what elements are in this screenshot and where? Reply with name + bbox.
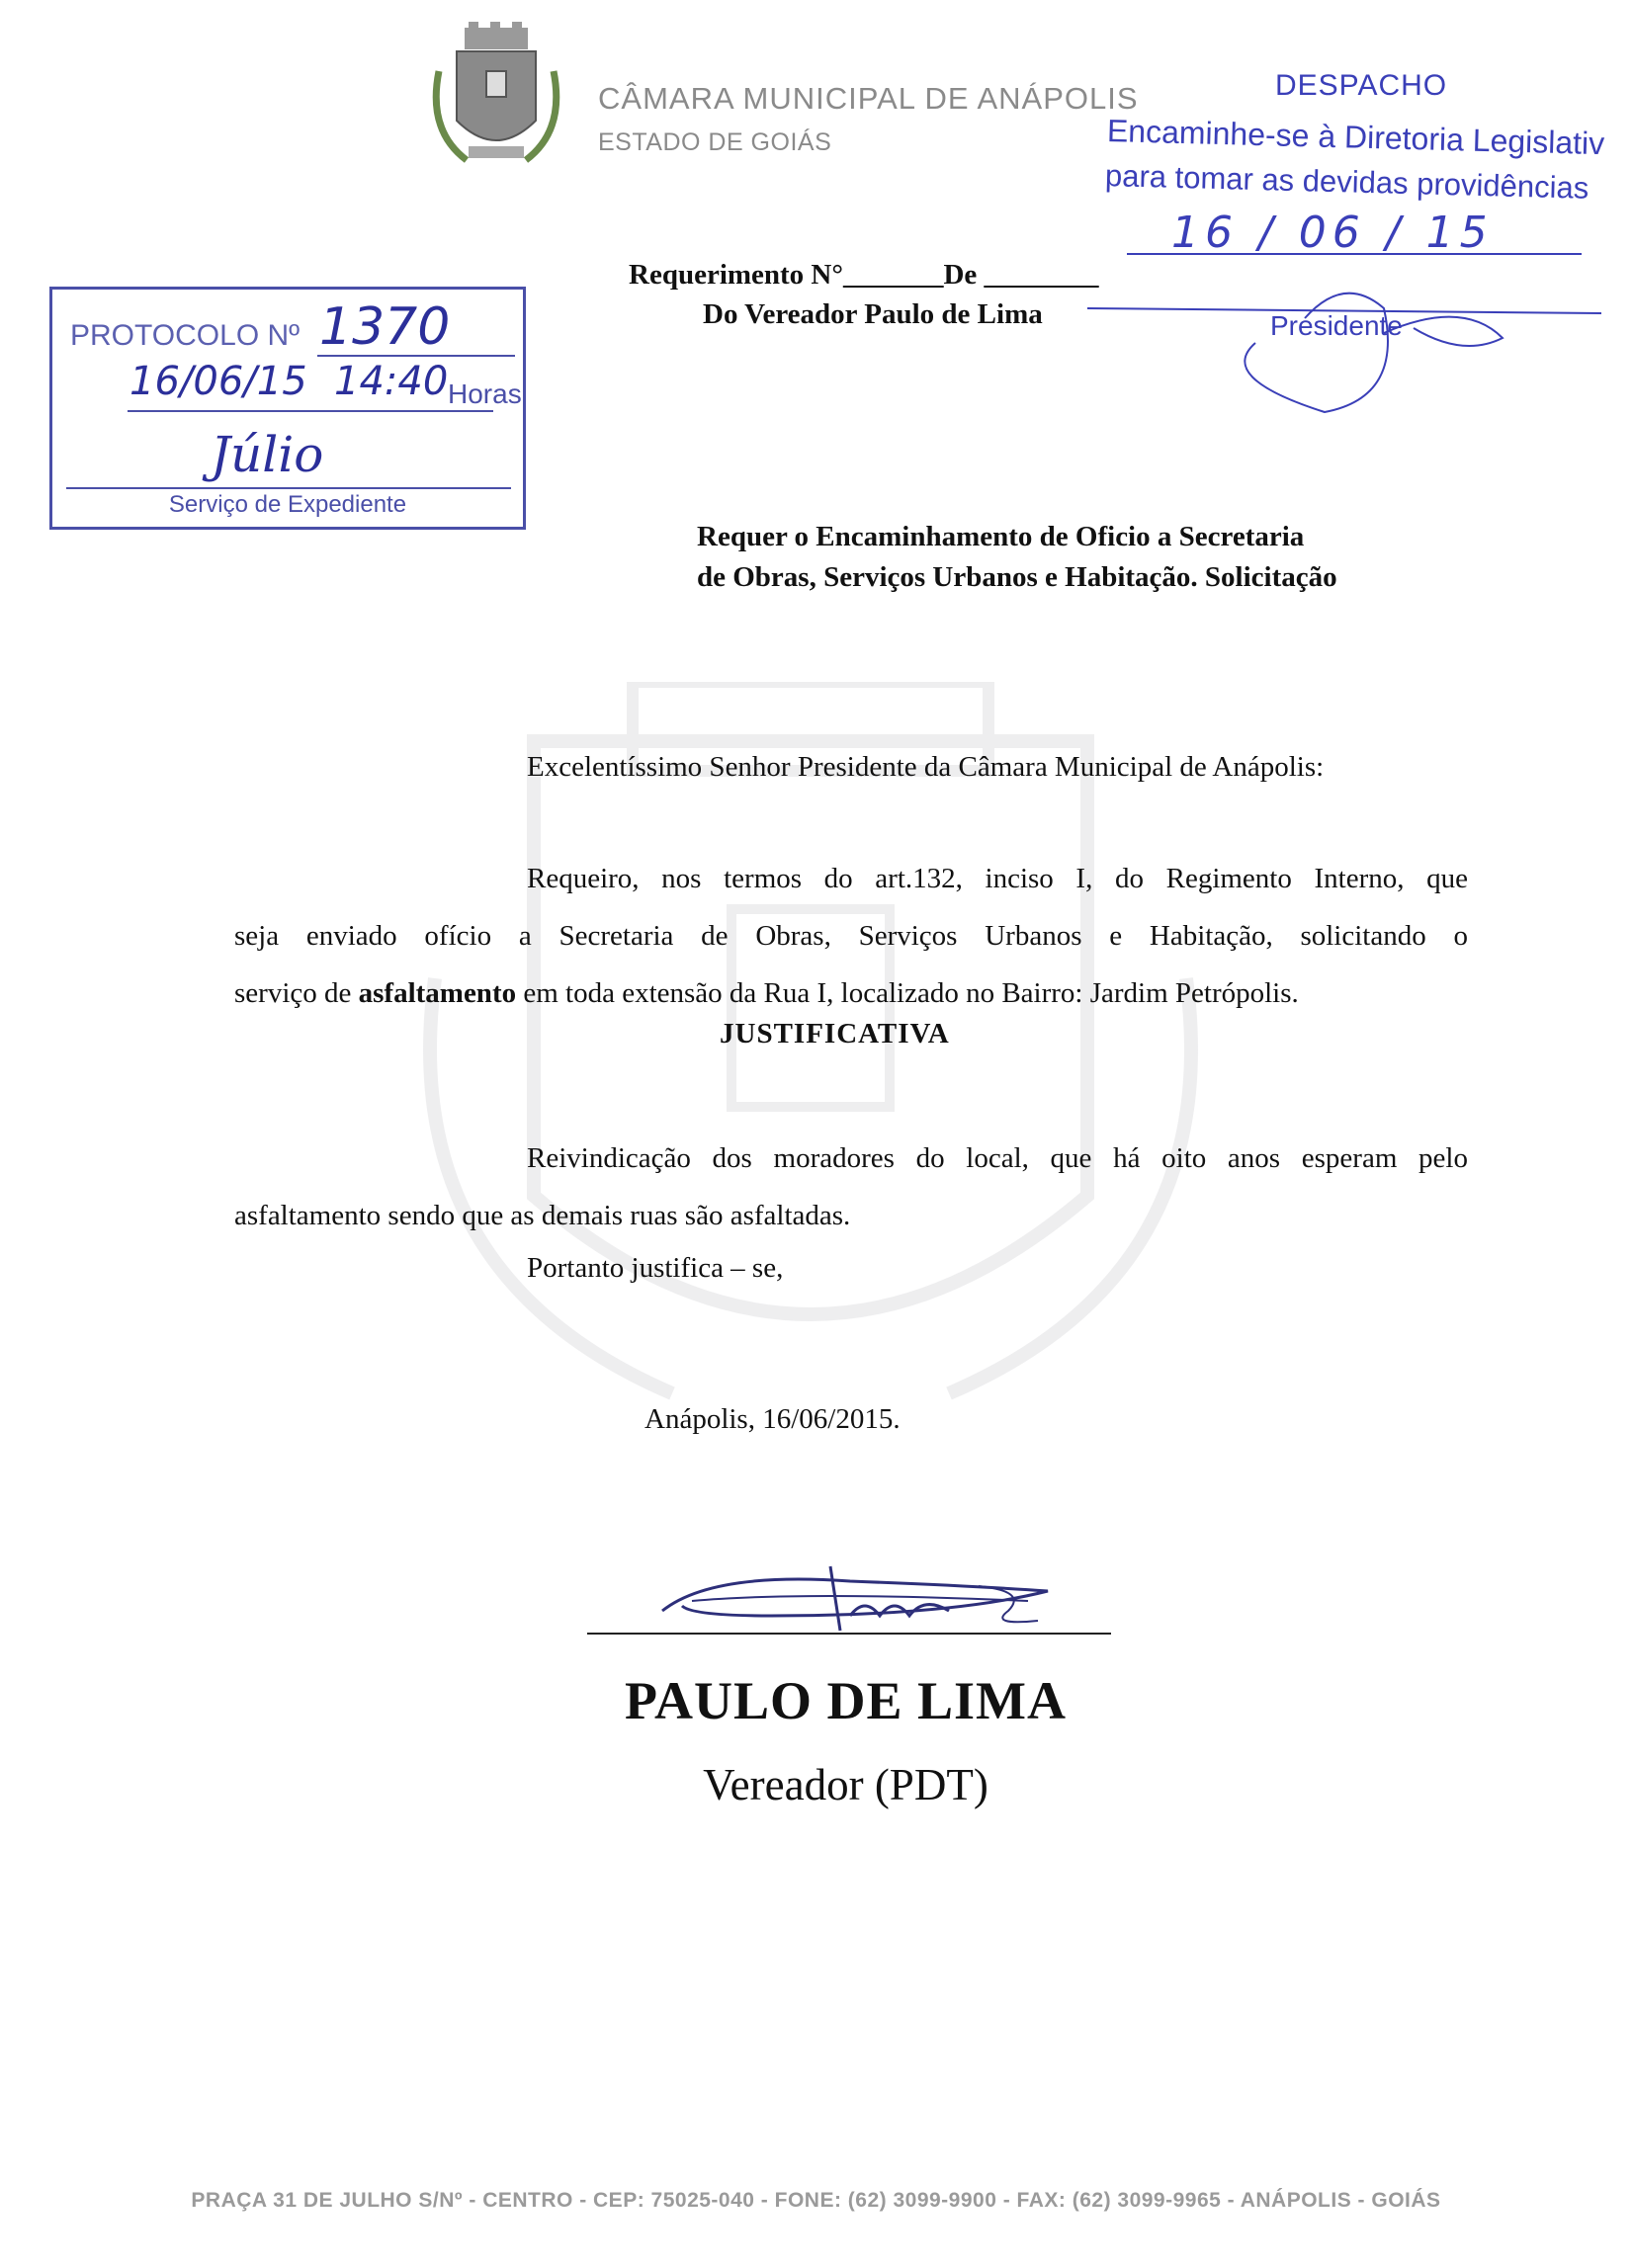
- subject-line-2: de Obras, Serviços Urbanos e Habitação. Solicitação: [697, 561, 1337, 593]
- signer-role: Vereador (PDT): [703, 1760, 988, 1809]
- request-header: [629, 255, 1099, 334]
- protocol-initials: Júlio: [211, 426, 324, 483]
- body-p2-line-1: Reivindicação dos moradores do local, que há oito anos esperam pelo: [527, 1142, 1468, 1174]
- protocol-number: 1370: [319, 297, 451, 357]
- signature-line: [587, 1633, 1111, 1635]
- request-author-line: Do Vereador Paulo de Lima: [703, 298, 1043, 330]
- protocol-hours-label: Horas: [448, 378, 522, 409]
- protocol-time: 14:40: [334, 359, 449, 404]
- despacho-line-1: Encaminhe-se à Diretoria Legislativ: [1106, 113, 1605, 162]
- organization-name: CÂMARA MUNICIPAL DE ANÁPOLIS: [598, 81, 1139, 116]
- protocol-date: 16/06/15: [129, 359, 307, 404]
- protocol-label: PROTOCOLO Nº: [70, 319, 301, 352]
- greeting: Excelentíssimo Senhor Presidente da Câmara Municipal de Anápolis:: [527, 751, 1325, 783]
- justification-title: JUSTIFICATIVA: [720, 1018, 950, 1050]
- handwritten-signature: [652, 1561, 1068, 1640]
- despacho-date: 16 / 06 / 15: [1171, 208, 1494, 258]
- protocol-stamp: [49, 287, 526, 530]
- subject-line-1: Requer o Encaminhamento de Oficio a Secretaria: [697, 521, 1305, 552]
- body-p1-line-2: seja enviado ofício a Secretaria de Obras, Serviços Urbanos e Habitação, solicitando o: [234, 920, 1468, 952]
- body-p1-bold-term: asfaltamento: [358, 977, 517, 1009]
- municipal-crest-logo: [427, 22, 565, 190]
- protocol-number-underline: [317, 355, 515, 357]
- body-paragraph-1: [234, 850, 1468, 1022]
- footer-address: PRAÇA 31 DE JULHO S/Nº - CENTRO - CEP: 75025-040 - FONE: (62) 3099-9900 - FAX: (62) 3099-9965 - ANÁPOLIS - GOIÁS: [191, 2189, 1441, 2212]
- body-p2-line-2: asfaltamento sendo que as demais ruas são asfaltadas.: [234, 1200, 851, 1231]
- request-subject: [697, 517, 1337, 598]
- despacho-stamp: [1087, 61, 1605, 437]
- protocol-signature-line: [66, 487, 511, 489]
- despacho-line-2: para tomar as devidas providências: [1104, 158, 1589, 206]
- body-p1-line-3-post: em toda extensão da Rua I, localizado no Bairro: Jardim Petrópolis.: [516, 977, 1299, 1009]
- body-p1-line-1: Requeiro, nos termos do art.132, inciso I, do Regimento Interno, que: [527, 863, 1468, 894]
- signer-name: PAULO DE LIMA: [624, 1671, 1067, 1730]
- despacho-signer: Presidente: [1270, 310, 1403, 341]
- organization-state: ESTADO DE GOIÁS: [598, 128, 832, 156]
- despacho-title: DESPACHO: [1275, 69, 1448, 102]
- place-and-date: Anápolis, 16/06/2015.: [644, 1403, 901, 1435]
- body-p1-line-3-pre: serviço de: [234, 977, 359, 1009]
- closing-line: Portanto justifica – se,: [527, 1252, 784, 1284]
- protocol-date-underline: [128, 410, 493, 412]
- body-p1-line-3: [234, 965, 1468, 1022]
- protocol-footer: Serviço de Expediente: [168, 491, 407, 518]
- body-paragraph-2: [234, 1130, 1468, 1244]
- request-number-line: Requerimento N°_______De ________: [629, 259, 1099, 291]
